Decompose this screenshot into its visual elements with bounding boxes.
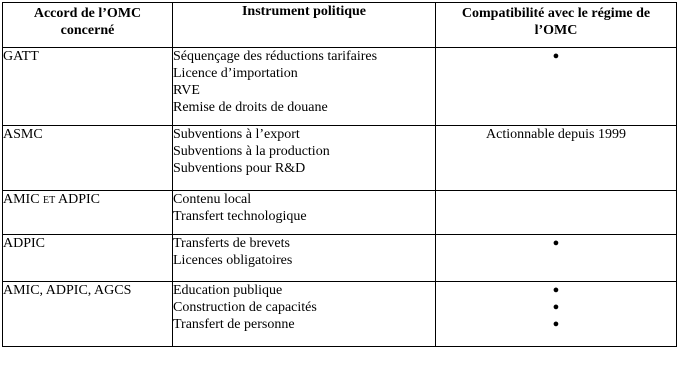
instrument-cell: [173, 191, 436, 235]
agreement-cell: ASMC: [3, 126, 173, 191]
bullet-icon: ●: [552, 301, 560, 313]
instrument-item: Subventions à l’export: [173, 127, 300, 142]
table-row: [3, 282, 677, 347]
instrument-cell: [173, 126, 436, 191]
table-row: [3, 235, 677, 282]
instrument-item: Subventions pour R&D: [173, 161, 306, 176]
instrument-cell: [173, 235, 436, 282]
policy-instruments-table: [2, 2, 677, 347]
agreement-cell: ADPIC: [3, 235, 173, 282]
table-row: [3, 191, 677, 235]
compatibility-cell: [436, 282, 677, 347]
bullet-icon: ●: [552, 318, 560, 330]
instrument-item: Education publique: [173, 283, 283, 298]
instrument-cell: [173, 48, 436, 126]
header-row: [3, 3, 677, 48]
instrument-item: Construction de capacités: [173, 300, 317, 315]
table-row: [3, 48, 677, 126]
bullet-icon: ●: [552, 50, 560, 62]
instrument-item: Transfert technologique: [173, 209, 307, 224]
instrument-item: Transferts de brevets: [173, 236, 290, 251]
header-instrument: Instrument politique: [173, 3, 436, 48]
compatibility-cell: [436, 191, 677, 235]
instrument-item: Séquençage des réductions tarifaires: [173, 49, 378, 64]
agreement-cell: AMIC, ADPIC, AGCS: [3, 282, 173, 347]
instrument-item: Subventions à la production: [173, 144, 330, 159]
bullet-icon: ●: [552, 237, 560, 249]
table-row: [3, 126, 677, 191]
instrument-item: Transfert de personne: [173, 317, 295, 332]
instrument-item: Remise de droits de douane: [173, 100, 328, 115]
compatibility-note: Actionnable depuis 1999: [486, 127, 626, 142]
bullet-icon: ●: [552, 284, 560, 296]
agreement-cell: AMIC et ADPIC: [3, 191, 173, 235]
instrument-item: Licences obligatoires: [173, 253, 293, 268]
compatibility-cell: [436, 126, 677, 191]
compatibility-cell: [436, 48, 677, 126]
instrument-item: RVE: [173, 83, 200, 98]
instrument-item: Contenu local: [173, 192, 252, 207]
instrument-item: Licence d’importation: [173, 66, 298, 81]
compatibility-cell: [436, 235, 677, 282]
header-agreement: Accord de l’OMC concerné: [3, 3, 173, 48]
instrument-cell: [173, 282, 436, 347]
header-compatibility: Compatibilité avec le régime de l’OMC: [436, 3, 677, 48]
agreement-cell: GATT: [3, 48, 173, 126]
